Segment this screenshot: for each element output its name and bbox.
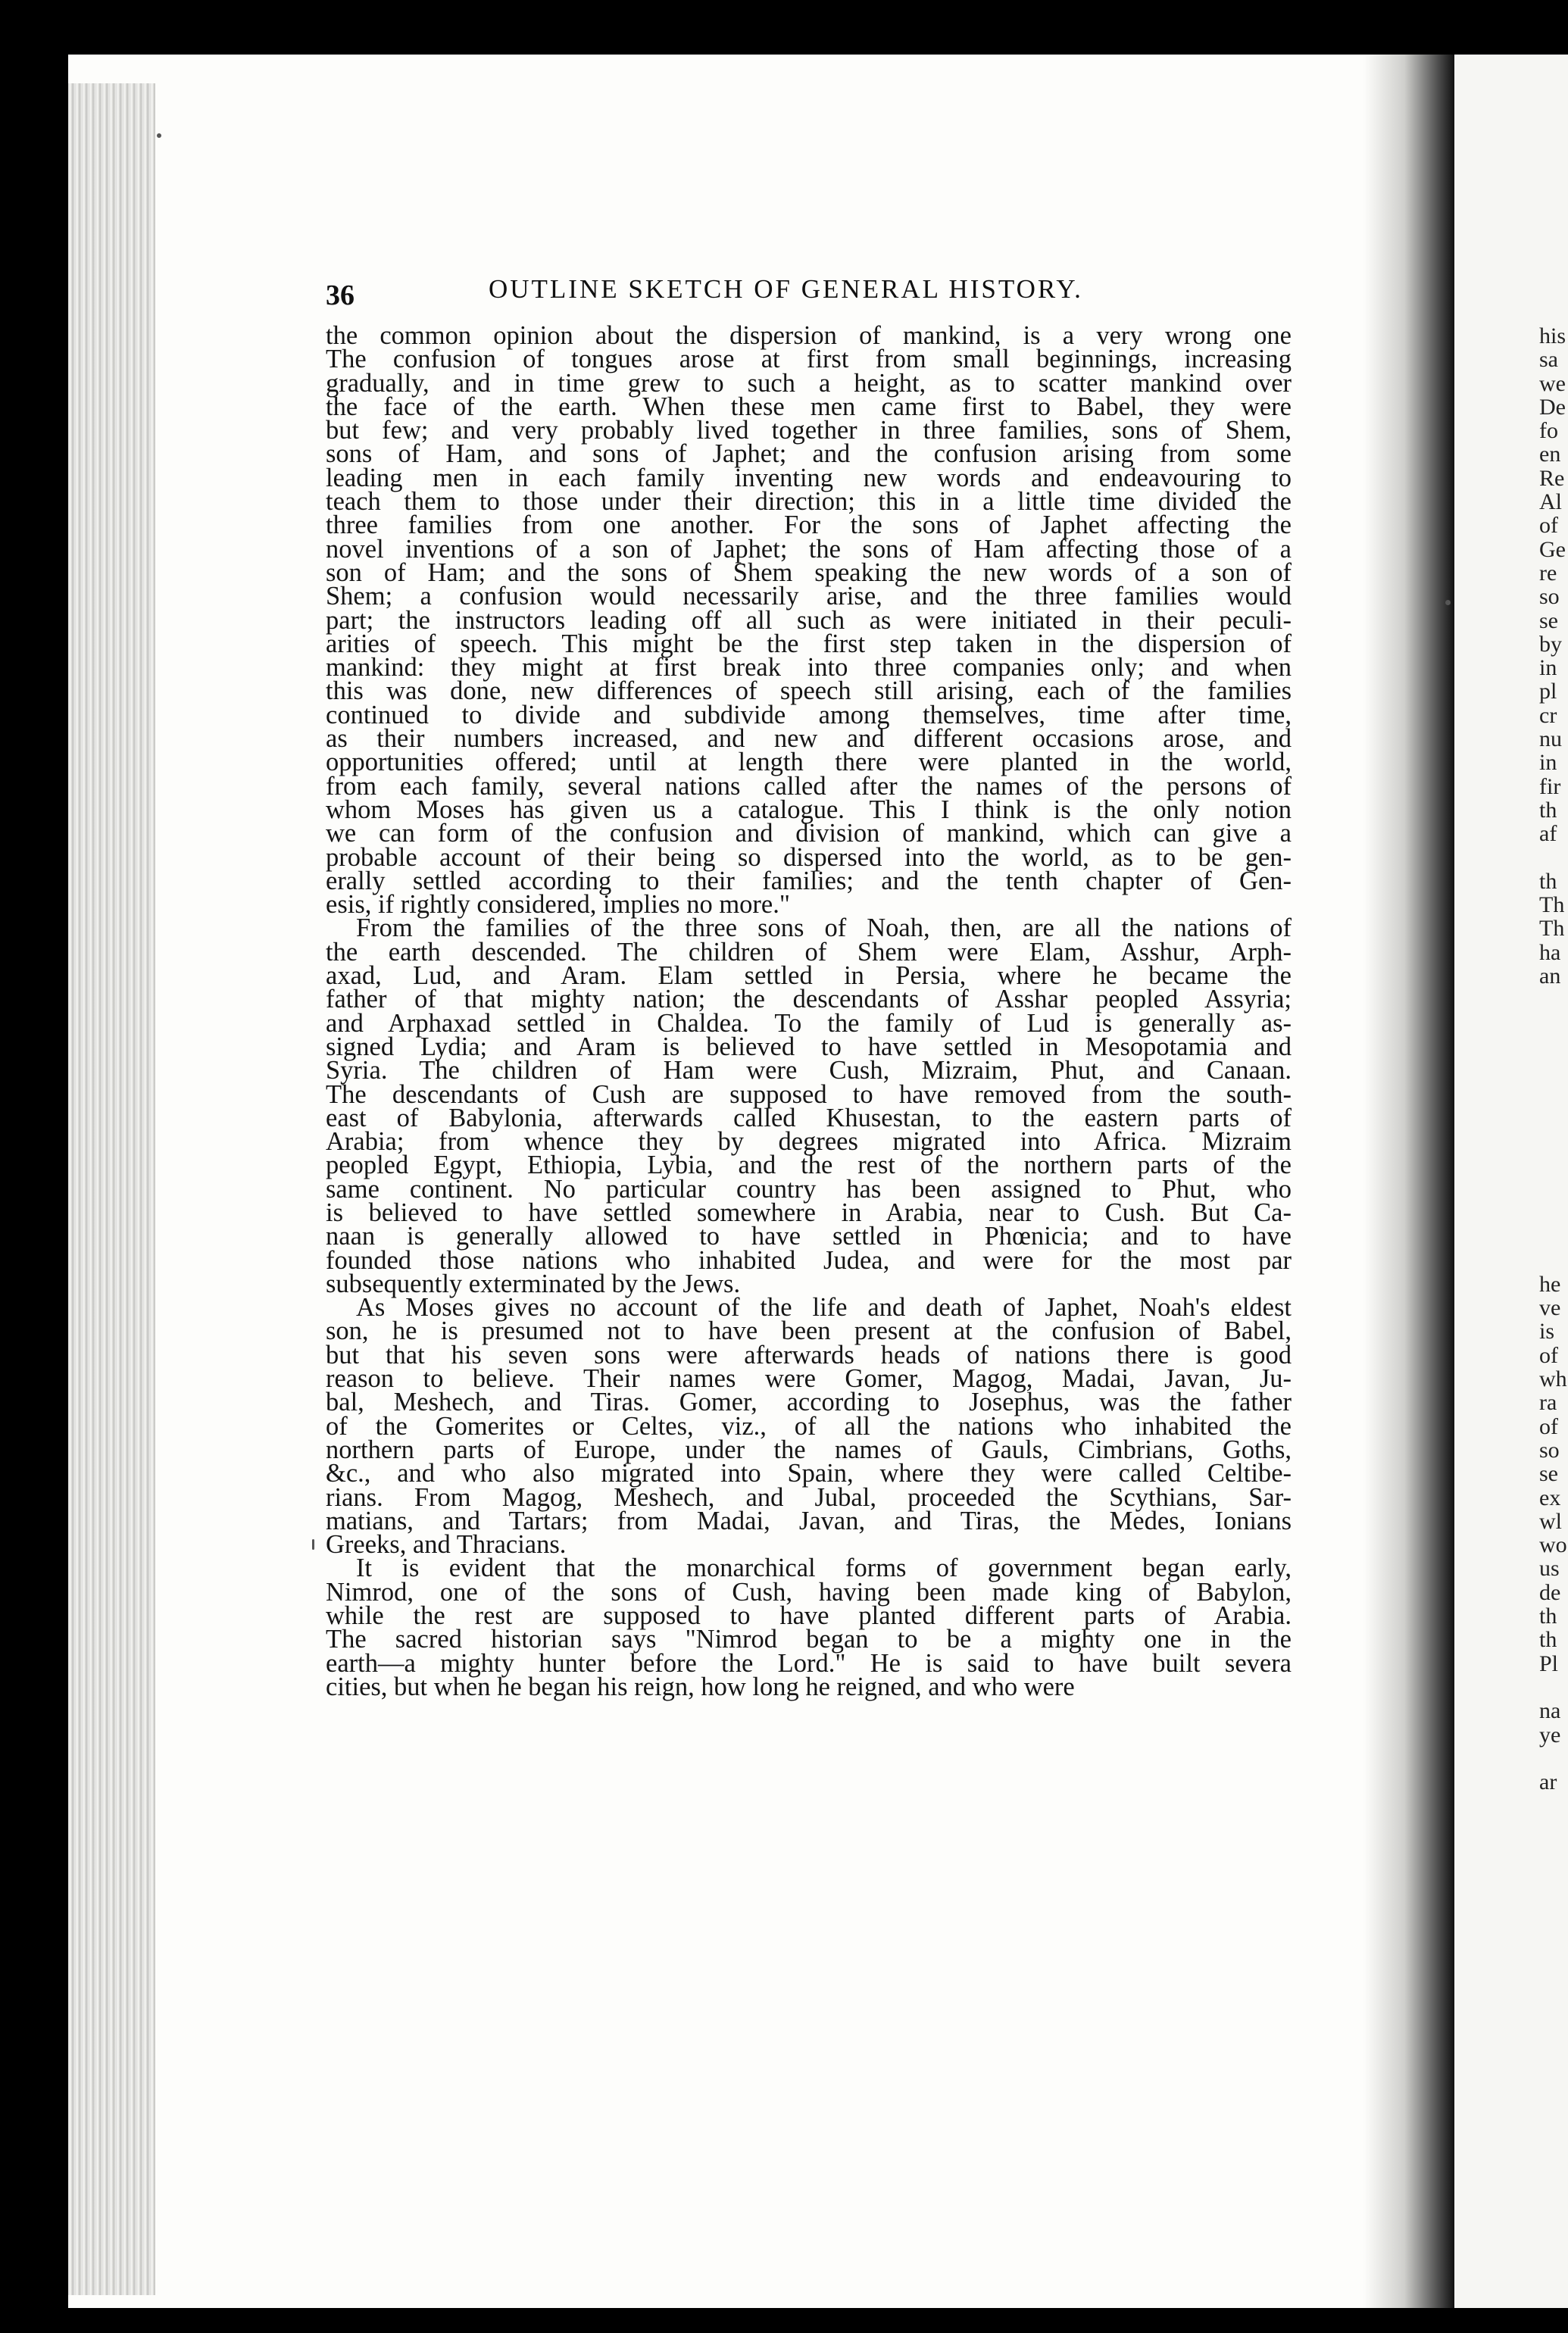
- text-line: mankind: they might at first break into three companies only; and when: [326, 653, 1292, 682]
- right-page-word-fragment: of: [1539, 1342, 1558, 1368]
- text-line: cities, but when he began his reign, how long he reigned, and who were: [326, 1672, 1075, 1701]
- right-page-word-fragment: [1539, 1083, 1568, 1107]
- paragraph: [326, 321, 1292, 920]
- right-page-word-fragment: so: [1539, 584, 1560, 610]
- text-line: The sacred historian says "Nimrod began to be a mighty one in the: [326, 1625, 1292, 1654]
- right-page-word-fragment: [1539, 1178, 1568, 1201]
- right-page-word-fragment: th: [1539, 1627, 1557, 1653]
- right-page-word-fragment: se: [1539, 607, 1558, 633]
- right-page-word-fragment: of: [1539, 513, 1558, 539]
- text-line: gradually, and in time grew to such a height, as to scatter mankind over: [326, 368, 1292, 398]
- text-line: continued to divide and subdivide among themselves, time after time,: [326, 700, 1292, 729]
- right-page-word-fragment: wh: [1539, 1366, 1567, 1392]
- right-page-word-fragment: in: [1539, 750, 1557, 776]
- right-page-word-fragment: ar: [1539, 1769, 1557, 1794]
- text-line: son of Ham; and the sons of Shem speaking the new words of a son of: [326, 557, 1292, 587]
- right-page-word-fragment: ye: [1539, 1722, 1561, 1747]
- text-line: peopled Egypt, Ethiopia, Lybia, and the rest of the northern parts of the: [326, 1151, 1292, 1180]
- right-page-word-fragment: cr: [1539, 702, 1557, 728]
- right-page-word-fragment: fo: [1539, 418, 1558, 444]
- text-line: The confusion of tongues arose at first from small beginnings, increasing: [326, 345, 1292, 374]
- paragraph: [326, 1293, 1292, 1560]
- text-line: the earth descended. The children of Shem were Elam, Asshur, Arph-: [326, 937, 1292, 967]
- text-line: while the rest are supposed to have planted different parts of Arabia.: [326, 1601, 1292, 1631]
- right-page-word-fragment: af: [1539, 821, 1557, 847]
- text-line: erally settled according to their families; and the tenth chapter of Gen-: [326, 866, 1292, 895]
- text-line: as their numbers increased, and new and different occasions arose, and: [326, 724, 1292, 754]
- right-page-word-fragment: re: [1539, 560, 1557, 586]
- right-page-word-fragment: by: [1539, 631, 1562, 657]
- right-page-word-fragment: [1539, 846, 1568, 870]
- right-page-word-fragment: Th: [1539, 892, 1565, 918]
- text-line: part; the instructors leading off all such as were initiated in their peculi-: [326, 605, 1292, 635]
- right-page-word-fragment: De: [1539, 394, 1566, 420]
- right-page-word-fragment: [1539, 1676, 1568, 1699]
- right-page-word-fragment: [1539, 1107, 1568, 1130]
- text-line: arities of speech. This might be the first step taken in the dispersion of: [326, 629, 1292, 658]
- right-page-word-fragment: Pl: [1539, 1651, 1559, 1676]
- right-page-word-fragment: [1539, 1059, 1568, 1082]
- page-edges-stack: [68, 83, 155, 2295]
- right-page-word-fragment: [1539, 988, 1568, 1011]
- right-page-word-fragment: [1539, 1225, 1568, 1248]
- text-line: and Arphaxad settled in Chaldea. To the family of Lud is generally as-: [326, 1008, 1292, 1038]
- text-line: naan is generally allowed to have settled in Phœnicia; and to have: [326, 1222, 1292, 1251]
- text-line: whom Moses has given us a catalogue. This I think is the only notion: [326, 795, 1292, 824]
- right-page-word-fragment: sa: [1539, 347, 1558, 373]
- text-line: opportunities offered; until at length there were planted in the world,: [326, 748, 1292, 777]
- right-page-word-fragment: is: [1539, 1319, 1555, 1345]
- text-line: probable account of their being so dispersed into the world, as to be gen-: [326, 842, 1292, 872]
- right-page-word-fragment: ra: [1539, 1390, 1557, 1416]
- text-line: son, he is presumed not to have been present at the confusion of Babel,: [326, 1316, 1292, 1346]
- text-line: Nimrod, one of the sons of Cush, having been made king of Babylon,: [326, 1577, 1292, 1607]
- right-page-word-fragment: in: [1539, 655, 1557, 681]
- text-line: we can form of the confusion and division of mankind, which can give a: [326, 819, 1292, 848]
- right-page-word-fragment: Al: [1539, 489, 1562, 515]
- right-page-word-fragment: wl: [1539, 1508, 1562, 1534]
- right-page-word-fragment: th: [1539, 1604, 1557, 1629]
- text-line: but few; and very probably lived together in three families, sons of Shem,: [326, 416, 1292, 445]
- text-line: bal, Meshech, and Tiras. Gomer, according to Josephus, was the father: [326, 1388, 1292, 1417]
- text-line: earth—a mighty hunter before the Lord." He is said to have built severa: [326, 1648, 1292, 1678]
- right-page-word-fragment: [1539, 1249, 1568, 1273]
- right-page-word-fragment: [1539, 1130, 1568, 1154]
- text-line: novel inventions of a son of Japhet; the sons of Ham affecting those of a: [326, 534, 1292, 564]
- right-page-word-fragment: [1539, 1201, 1568, 1225]
- text-line: this was done, new differences of speech still arising, each of the families: [326, 676, 1292, 706]
- right-page-word-fragment: [1539, 1012, 1568, 1035]
- text-line: is believed to have settled somewhere in Arabia, near to Cush. But Ca-: [326, 1198, 1292, 1227]
- right-page-word-fragment: ve: [1539, 1295, 1561, 1321]
- text-line: leading men in each family inventing new words and endeavouring to: [326, 463, 1292, 492]
- text-line: The descendants of Cush are supposed to have removed from the south-: [326, 1079, 1292, 1109]
- text-line: northern parts of Europe, under the names of Gauls, Cimbrians, Goths,: [326, 1435, 1292, 1464]
- text-line: the face of the earth. When these men came first to Babel, they were: [326, 392, 1292, 421]
- right-page-word-fragment: his: [1539, 324, 1566, 348]
- text-line: same continent. No particular country has been assigned to Phut, who: [326, 1174, 1292, 1204]
- paragraph: [326, 1554, 1292, 1701]
- text-line: Shem; a confusion would necessarily arise, and the three families would: [326, 582, 1292, 611]
- text-line: From the families of the three sons of Noah, then, are all the nations of: [356, 914, 1292, 943]
- right-page-word-fragment: he: [1539, 1271, 1561, 1297]
- right-page-word-fragment: of: [1539, 1413, 1558, 1439]
- text-line: east of Babylonia, afterwards called Khusestan, to the eastern parts of: [326, 1103, 1292, 1132]
- text-line: from each family, several nations called after the names of the persons of: [326, 771, 1292, 801]
- text-line: of the Gomerites or Celtes, viz., of all the nations who inhabited the: [326, 1411, 1292, 1441]
- text-line: teach them to those under their direction; this in a little time divided the: [326, 487, 1292, 517]
- text-line: As Moses gives no account of the life and death of Japhet, Noah's eldest: [356, 1293, 1292, 1323]
- running-head: OUTLINE SKETCH OF GENERAL HISTORY.: [489, 274, 1083, 304]
- text-line: but that his seven sons were afterwards heads of nations there is good: [326, 1340, 1292, 1370]
- text-line: founded those nations who inhabited Judea, and were for the most par: [326, 1245, 1292, 1275]
- right-page-word-fragment: us: [1539, 1556, 1560, 1582]
- right-page-word-fragment: [1539, 1747, 1568, 1770]
- text-line: esis, if rightly considered, implies no more.": [326, 890, 790, 920]
- text-line: three families from one another. For the sons of Japhet affecting the: [326, 511, 1292, 540]
- right-page-word-fragment: na: [1539, 1698, 1561, 1724]
- paragraph: [326, 914, 1292, 1298]
- page-number: 36: [326, 280, 355, 311]
- right-page-word-fragment: ex: [1539, 1485, 1561, 1510]
- right-page-word-fragment: en: [1539, 442, 1561, 467]
- text-line: axad, Lud, and Aram. Elam settled in Persia, where he became the: [326, 961, 1292, 991]
- right-page-word-fragment: [1539, 1154, 1568, 1177]
- text-line: sons of Ham, and sons of Japhet; and the confusion arising from some: [326, 439, 1292, 469]
- right-page-word-fragment: se: [1539, 1461, 1558, 1487]
- right-page-word-fragment: an: [1539, 963, 1561, 989]
- right-page-word-fragment: wo: [1539, 1532, 1567, 1558]
- right-page-word-fragment: nu: [1539, 726, 1562, 752]
- text-line: the common opinion about the dispersion of mankind, is a very wrong one: [326, 321, 1292, 350]
- text-line: subsequently exterminated by the Jews.: [326, 1269, 741, 1298]
- right-page-word-fragment: th: [1539, 868, 1557, 894]
- text-line: father of that mighty nation; the descendants of Asshar peopled Assyria;: [326, 985, 1292, 1014]
- text-line: matians, and Tartars; from Madai, Javan, and Tiras, the Medes, Ionians: [326, 1506, 1292, 1535]
- right-page-word-fragment: de: [1539, 1579, 1561, 1605]
- text-line: Arabia; from whence they by degrees migrated into Africa. Mizraim: [326, 1127, 1292, 1157]
- right-page-word-fragment: Re: [1539, 465, 1565, 491]
- body-text: [326, 321, 1292, 1701]
- scan-speck: [312, 1539, 314, 1550]
- text-line: Syria. The children of Ham were Cush, Mizraim, Phut, and Canaan.: [326, 1056, 1292, 1085]
- right-page-word-fragment: Th: [1539, 916, 1565, 942]
- right-page-word-fragment: fir: [1539, 773, 1561, 799]
- right-page-word-fragment: we: [1539, 370, 1566, 396]
- text-line: It is evident that the monarchical forms of government began early,: [356, 1554, 1292, 1583]
- right-page-word-fragment: pl: [1539, 679, 1557, 704]
- right-page-text-fragments: [1539, 324, 1568, 1794]
- right-page-word-fragment: Ge: [1539, 536, 1566, 562]
- book-gutter-shadow: [1363, 55, 1454, 2308]
- text-line: signed Lydia; and Aram is believed to have settled in Mesopotamia and: [326, 1032, 1292, 1061]
- right-page-word-fragment: th: [1539, 797, 1557, 823]
- text-line: &c., and who also migrated into Spain, where they were called Celtibe-: [326, 1459, 1292, 1488]
- text-line: reason to believe. Their names were Gomer, Magog, Madai, Javan, Ju-: [326, 1364, 1292, 1394]
- right-page-word-fragment: [1539, 1035, 1568, 1059]
- scan-speck: [157, 133, 161, 138]
- right-page-word-fragment: ha: [1539, 939, 1561, 965]
- text-line: rians. From Magog, Meshech, and Jubal, proceeded the Scythians, Sar-: [326, 1482, 1292, 1512]
- scan-speck: [1445, 600, 1451, 605]
- text-line: Greeks, and Thracians.: [326, 1530, 567, 1560]
- right-page-word-fragment: so: [1539, 1437, 1560, 1463]
